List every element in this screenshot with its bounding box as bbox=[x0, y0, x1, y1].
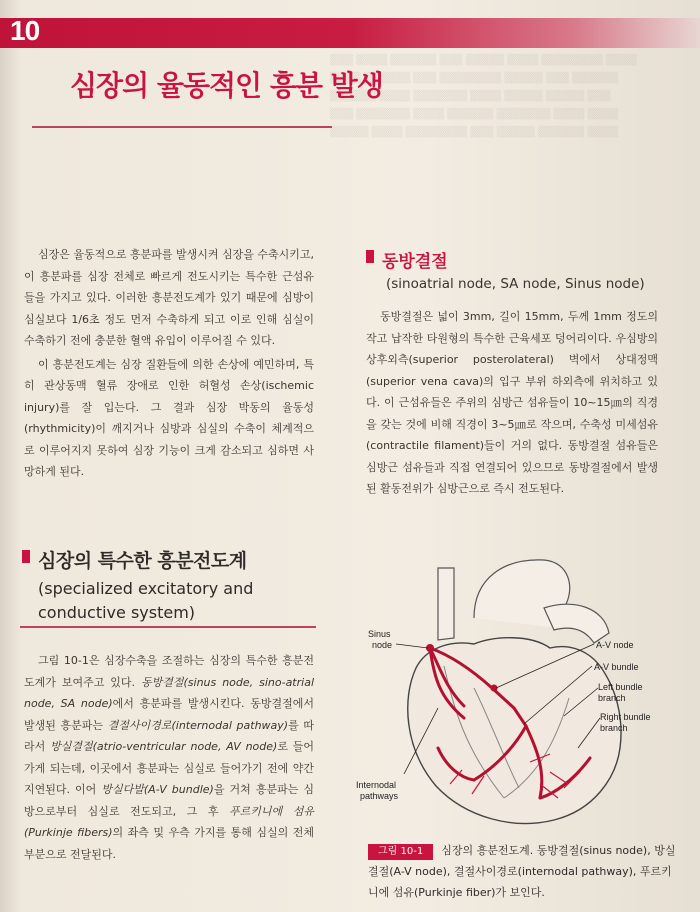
label-av-bundle: A-V bundle bbox=[594, 662, 639, 672]
title-block bbox=[32, 56, 383, 128]
section-marker-icon bbox=[22, 550, 30, 563]
section-marker-icon bbox=[366, 250, 374, 263]
label-sinus-node-2: node bbox=[372, 640, 393, 650]
label-av-node: A-V node bbox=[596, 640, 634, 650]
figure-caption bbox=[368, 840, 678, 903]
show-through-text: ▒▒▒ ▒▒▒▒ ▒▒▒▒▒▒ ▒▒▒ ▒▒▒▒▒ ▒▒▒▒ ▒▒▒▒▒▒▒▒ ▒▒▒▒ ▒▒▒▒ ▒▒▒▒▒▒ ▒▒▒ ▒▒▒▒▒▒▒▒ ▒▒▒▒▒ ▒▒▒ ▒▒▒▒▒▒ ▒▒▒▒▒▒ ▒▒▒▒ ▒▒▒▒▒▒▒ ▒▒▒▒ ▒▒▒▒▒ ▒▒▒▒▒ ▒▒▒ ▒▒▒ ▒▒▒▒▒▒▒ ▒▒▒▒ ▒▒▒▒▒▒ ▒▒▒▒▒▒▒ ▒▒▒▒ ▒▒▒▒ ▒▒▒▒▒ ▒▒▒▒ ▒▒▒▒▒▒▒▒ ▒▒▒ ▒▒▒▒▒ ▒▒▒▒▒▒ ▒▒▒▒ bbox=[330, 55, 637, 138]
vena-cava-shape bbox=[438, 568, 454, 640]
text-run: 을 거쳐 흥분파는 심방으로부터 심실로 전도되고, 그 후 bbox=[24, 783, 315, 818]
page-title: 심장의 율동적인 흥분 발생 bbox=[70, 69, 383, 102]
chapter-number: 10 bbox=[10, 15, 40, 46]
label-left-bundle-2: branch bbox=[598, 693, 626, 703]
term-av-node: 방실결절(atrio-ventricular node, AV node) bbox=[50, 740, 278, 753]
section-specialized-heading bbox=[22, 546, 253, 625]
label-internodal-1: Internodal bbox=[356, 780, 397, 790]
text-run: 에서 흥분파를 발생시킨다. 동방결절에서 발생된 흥분파는 bbox=[24, 697, 314, 732]
section-title-ko: 심장의 특수한 흥분전도계 bbox=[38, 550, 247, 572]
label-sinus-node-1: Sinus bbox=[368, 629, 391, 639]
sa-node-title-ko: 동방결절 bbox=[382, 252, 448, 272]
intro-paragraph-1: 심장은 율동적으로 흥분파를 발생시켜 심장을 수축시키고, 이 흥분파를 심장 전체로 빠르게 전도시키는 특수한 근섬유들을 가지고 있다. 이러한 흥분전도계가 있기 때문에 심방이 심실보다 1/6초 정도 먼저 수축하게 되고 이로 인해 심실이 수축하기 전에 충분한 혈액 유입이 이루어질 수 있다. bbox=[24, 248, 315, 347]
text-run: 로 들어가게 되는데, 이곳에서 흥분파는 심실로 들어가기 전에 약간 지연된다. 이어 bbox=[24, 740, 315, 796]
caption-text: 심장의 흥분전도계. 동방결절(sinus node), 방실결절(A-V node), 결절사이경로(internodal pathway), 푸르키니에 섬유(Purkinje fiber)가 보인다. bbox=[368, 844, 676, 899]
label-left-bundle-1: Left bundle bbox=[598, 682, 643, 692]
chapter-header-bar bbox=[0, 18, 700, 48]
section-specialized-text bbox=[24, 650, 314, 865]
text-run: 의 좌측 및 우측 가지를 통해 심실의 전체부분으로 전달된다. bbox=[24, 826, 314, 861]
text-run: 를 따라서 bbox=[24, 718, 315, 753]
label-right-bundle-2: branch bbox=[600, 723, 628, 733]
caption-label: 그림 10-1 bbox=[368, 844, 433, 860]
intro-text bbox=[24, 244, 314, 483]
conduction-paragraph bbox=[24, 650, 314, 865]
term-purkinje: 푸르키니에 섬유(Purkinje fibers) bbox=[24, 804, 314, 839]
term-sa-node: 동방결절(sinus node, sino-atrial node, SA node) bbox=[24, 675, 314, 710]
label-internodal-2: pathways bbox=[360, 791, 399, 801]
section-divider bbox=[20, 626, 316, 628]
label-right-bundle-1: Right bundle bbox=[600, 712, 651, 722]
text-run: 그림 10-1은 심장수축을 조절하는 심장의 특수한 흥분전도계가 보여주고 있다. bbox=[24, 654, 314, 689]
heart-conduction-figure bbox=[354, 548, 674, 833]
section-title-en-1: (specialized excitatory and bbox=[38, 579, 254, 598]
term-av-bundle: 방실다발(A-V bundle) bbox=[101, 783, 214, 796]
term-internodal: 결절사이경로(internodal pathway) bbox=[107, 718, 289, 732]
sa-node-paragraph: 동방결절은 넓이 3mm, 길이 15mm, 두께 1mm 정도의 작고 납작한 타원형의 특수한 근육세포 덩어리이다. 우심방의 상후외측(superior posterolateral) 벽에서 상대정맥(superior vena cava)의 입구 부위 하외측에 위치하고 있다. 이 근섬유들은 주위의 심방근 섬유들이 10~15㎛의 직경을 갖는 것에 비해 직경이 3~5㎛로 작으며, 수축성 미세섬유(contractile filament)들이 거의 없다. 동방결절 섬유들은 심방근 섬유들과 직접 연결되어 있으므로 동방결절에서 발생된 활동전위가 심방근으로 즉시 전도된다. bbox=[366, 310, 658, 495]
sa-node-text bbox=[366, 306, 658, 500]
section-sa-node-heading bbox=[366, 247, 448, 272]
sa-node-title-en: (sinoatrial node, SA node, Sinus node) bbox=[386, 276, 645, 292]
intro-paragraph-2: 이 흥분전도계는 심장 질환들에 의한 손상에 예민하며, 특히 관상동맥 혈류 장애로 인한 허혈성 손상(ischemic injury)를 잘 입는다. 그 결과 심장 박동의 율동성(rhythmicity)이 깨지거나 심방과 심실의 수축이 체계적으로 이루어지지 못하여 심장 기능이 크게 감소되고 심하면 사망하게 된다. bbox=[24, 357, 314, 478]
pulmonary-shape bbox=[544, 604, 609, 643]
section-title-en-2: conductive system) bbox=[38, 603, 196, 622]
